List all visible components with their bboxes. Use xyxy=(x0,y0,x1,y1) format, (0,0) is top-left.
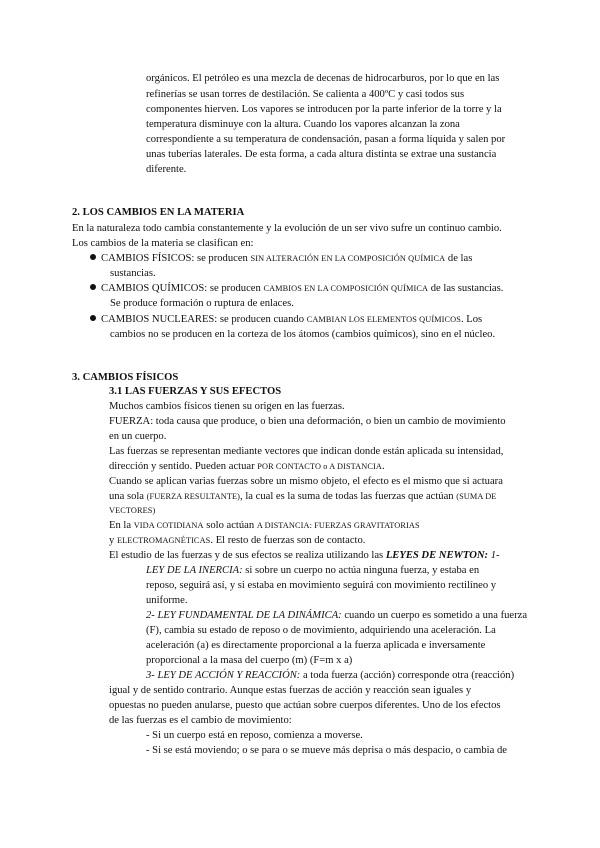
list-item: CAMBIOS NUCLEARES: se producen cuando CAMBIAN LOS ELEMENTOS QUÍMICOS. Los xyxy=(90,312,482,327)
intro-line: correspondiente a su temperatura de condensación, pasan a forma líquida y salen por xyxy=(146,134,506,145)
bullet-icon xyxy=(90,315,96,321)
body-line: reposo, seguirá así, y si estaba en movimiento seguirá con movimiento rectilíneo y xyxy=(146,580,497,591)
intro-line: componentes hierven. Los vapores se introducen por la parte inferior de la torre y la xyxy=(146,104,502,115)
body-line: uniforme. xyxy=(146,595,188,606)
body-line: FUERZA: toda causa que produce, o bien una deformación, o bien un cambio de movimiento xyxy=(109,416,506,427)
body-line: 2- LEY FUNDAMENTAL DE LA DINÁMICA: cuando un cuerpo es sometido a una fuerza xyxy=(146,610,528,621)
section-heading: 2. LOS CAMBIOS EN LA MATERIA xyxy=(72,207,245,218)
list-item-continuation: cambios no se producen en la corteza de los átomos (cambios químicos), sino en el núcleo. xyxy=(110,329,496,340)
body-line: aceleración (a) es directamente proporcional a la fuerza aplicada e inversamente xyxy=(146,640,486,651)
body-line: Las fuerzas se representan mediante vectores que indican donde están aplicada su intensidad, xyxy=(109,446,504,457)
intro-line: refinerías se usan torres de destilación. Se calienta a 400ºC y casi todos sus xyxy=(146,89,465,100)
section-heading: 3. CAMBIOS FÍSICOS xyxy=(72,372,179,383)
body-line: de las fuerzas es el cambio de movimiento: xyxy=(109,715,292,726)
body-line: proporcional a la masa del cuerpo (m) (F=m x a) xyxy=(146,655,353,666)
body-line: opuestas no pueden anularse, puesto que actúan sobre cuerpos diferentes. Uno de los efectos xyxy=(109,700,501,711)
list-item-continuation: Se produce formación o ruptura de enlaces. xyxy=(110,298,294,309)
body-line: Cuando se aplican varias fuerzas sobre un mismo objeto, el efecto es el mismo que si actuara xyxy=(109,476,503,487)
body-line: - Si se está moviendo; o se para o se mueve más deprisa o más despacio, o cambia de xyxy=(146,745,507,756)
intro-line: orgánicos. El petróleo es una mezcla de decenas de hidrocarburos, por lo que en las xyxy=(146,73,500,84)
body-line: El estudio de las fuerzas y de sus efectos se realiza utilizando las LEYES DE NEWTON: 1- xyxy=(109,550,500,561)
section-text: En la naturaleza todo cambia constantemente y la evolución de un ser vivo sufre un continuo cambio. xyxy=(72,223,502,234)
bullet-icon xyxy=(90,284,96,290)
list-item: CAMBIOS QUÍMICOS: se producen CAMBIOS EN LA COMPOSICIÓN QUÍMICA de las sustancias. xyxy=(90,281,503,296)
body-line: En la VIDA COTIDIANA solo actúan A DISTANCIA: FUERZAS GRAVITATORIAS xyxy=(109,520,420,531)
body-line: LEY DE LA INERCIA: si sobre un cuerpo no actúa ninguna fuerza, y estaba en xyxy=(146,565,480,576)
list-item: CAMBIOS FÍSICOS: se producen SIN ALTERACIÓN EN LA COMPOSICIÓN QUÍMICA de las xyxy=(90,251,472,266)
list-item-continuation: sustancias. xyxy=(110,268,156,279)
section-text: Los cambios de la materia se clasifican en: xyxy=(72,238,254,249)
body-line: VECTORES) xyxy=(109,506,156,515)
subsection-heading: 3.1 LAS FUERZAS Y SUS EFECTOS xyxy=(109,386,282,397)
intro-line: temperatura disminuye con la altura. Cuando los vapores alcanzan la zona xyxy=(146,119,460,130)
bullet-icon xyxy=(90,254,96,260)
body-line: - Si un cuerpo está en reposo, comienza a moverse. xyxy=(146,730,363,741)
body-line: Muchos cambios físicos tienen su origen en las fuerzas. xyxy=(109,401,345,412)
intro-line: unas tuberías laterales. De esta forma, a cada altura distinta se extrae una sustancia xyxy=(146,149,497,160)
body-line: en un cuerpo. xyxy=(109,431,167,442)
body-line: (F), cambia su estado de reposo o de movimiento, adquiriendo una aceleración. La xyxy=(146,625,496,636)
intro-line: diferente. xyxy=(146,164,187,175)
body-line: una sola (FUERZA RESULTANTE), la cual es la suma de todas las fuerzas que actúan (SUMA DE xyxy=(109,491,497,502)
body-line: y ELECTROMAGNÉTICAS. El resto de fuerzas son de contacto. xyxy=(109,535,366,546)
body-line: dirección y sentido. Pueden actuar POR CONTACTO o A DISTANCIA. xyxy=(109,461,385,472)
body-line: igual y de sentido contrario. Aunque estas fuerzas de acción y reacción sean iguales y xyxy=(109,685,472,696)
body-line: 3- LEY DE ACCIÓN Y REACCIÓN: a toda fuerza (acción) corresponde otra (reacción) xyxy=(146,670,515,681)
